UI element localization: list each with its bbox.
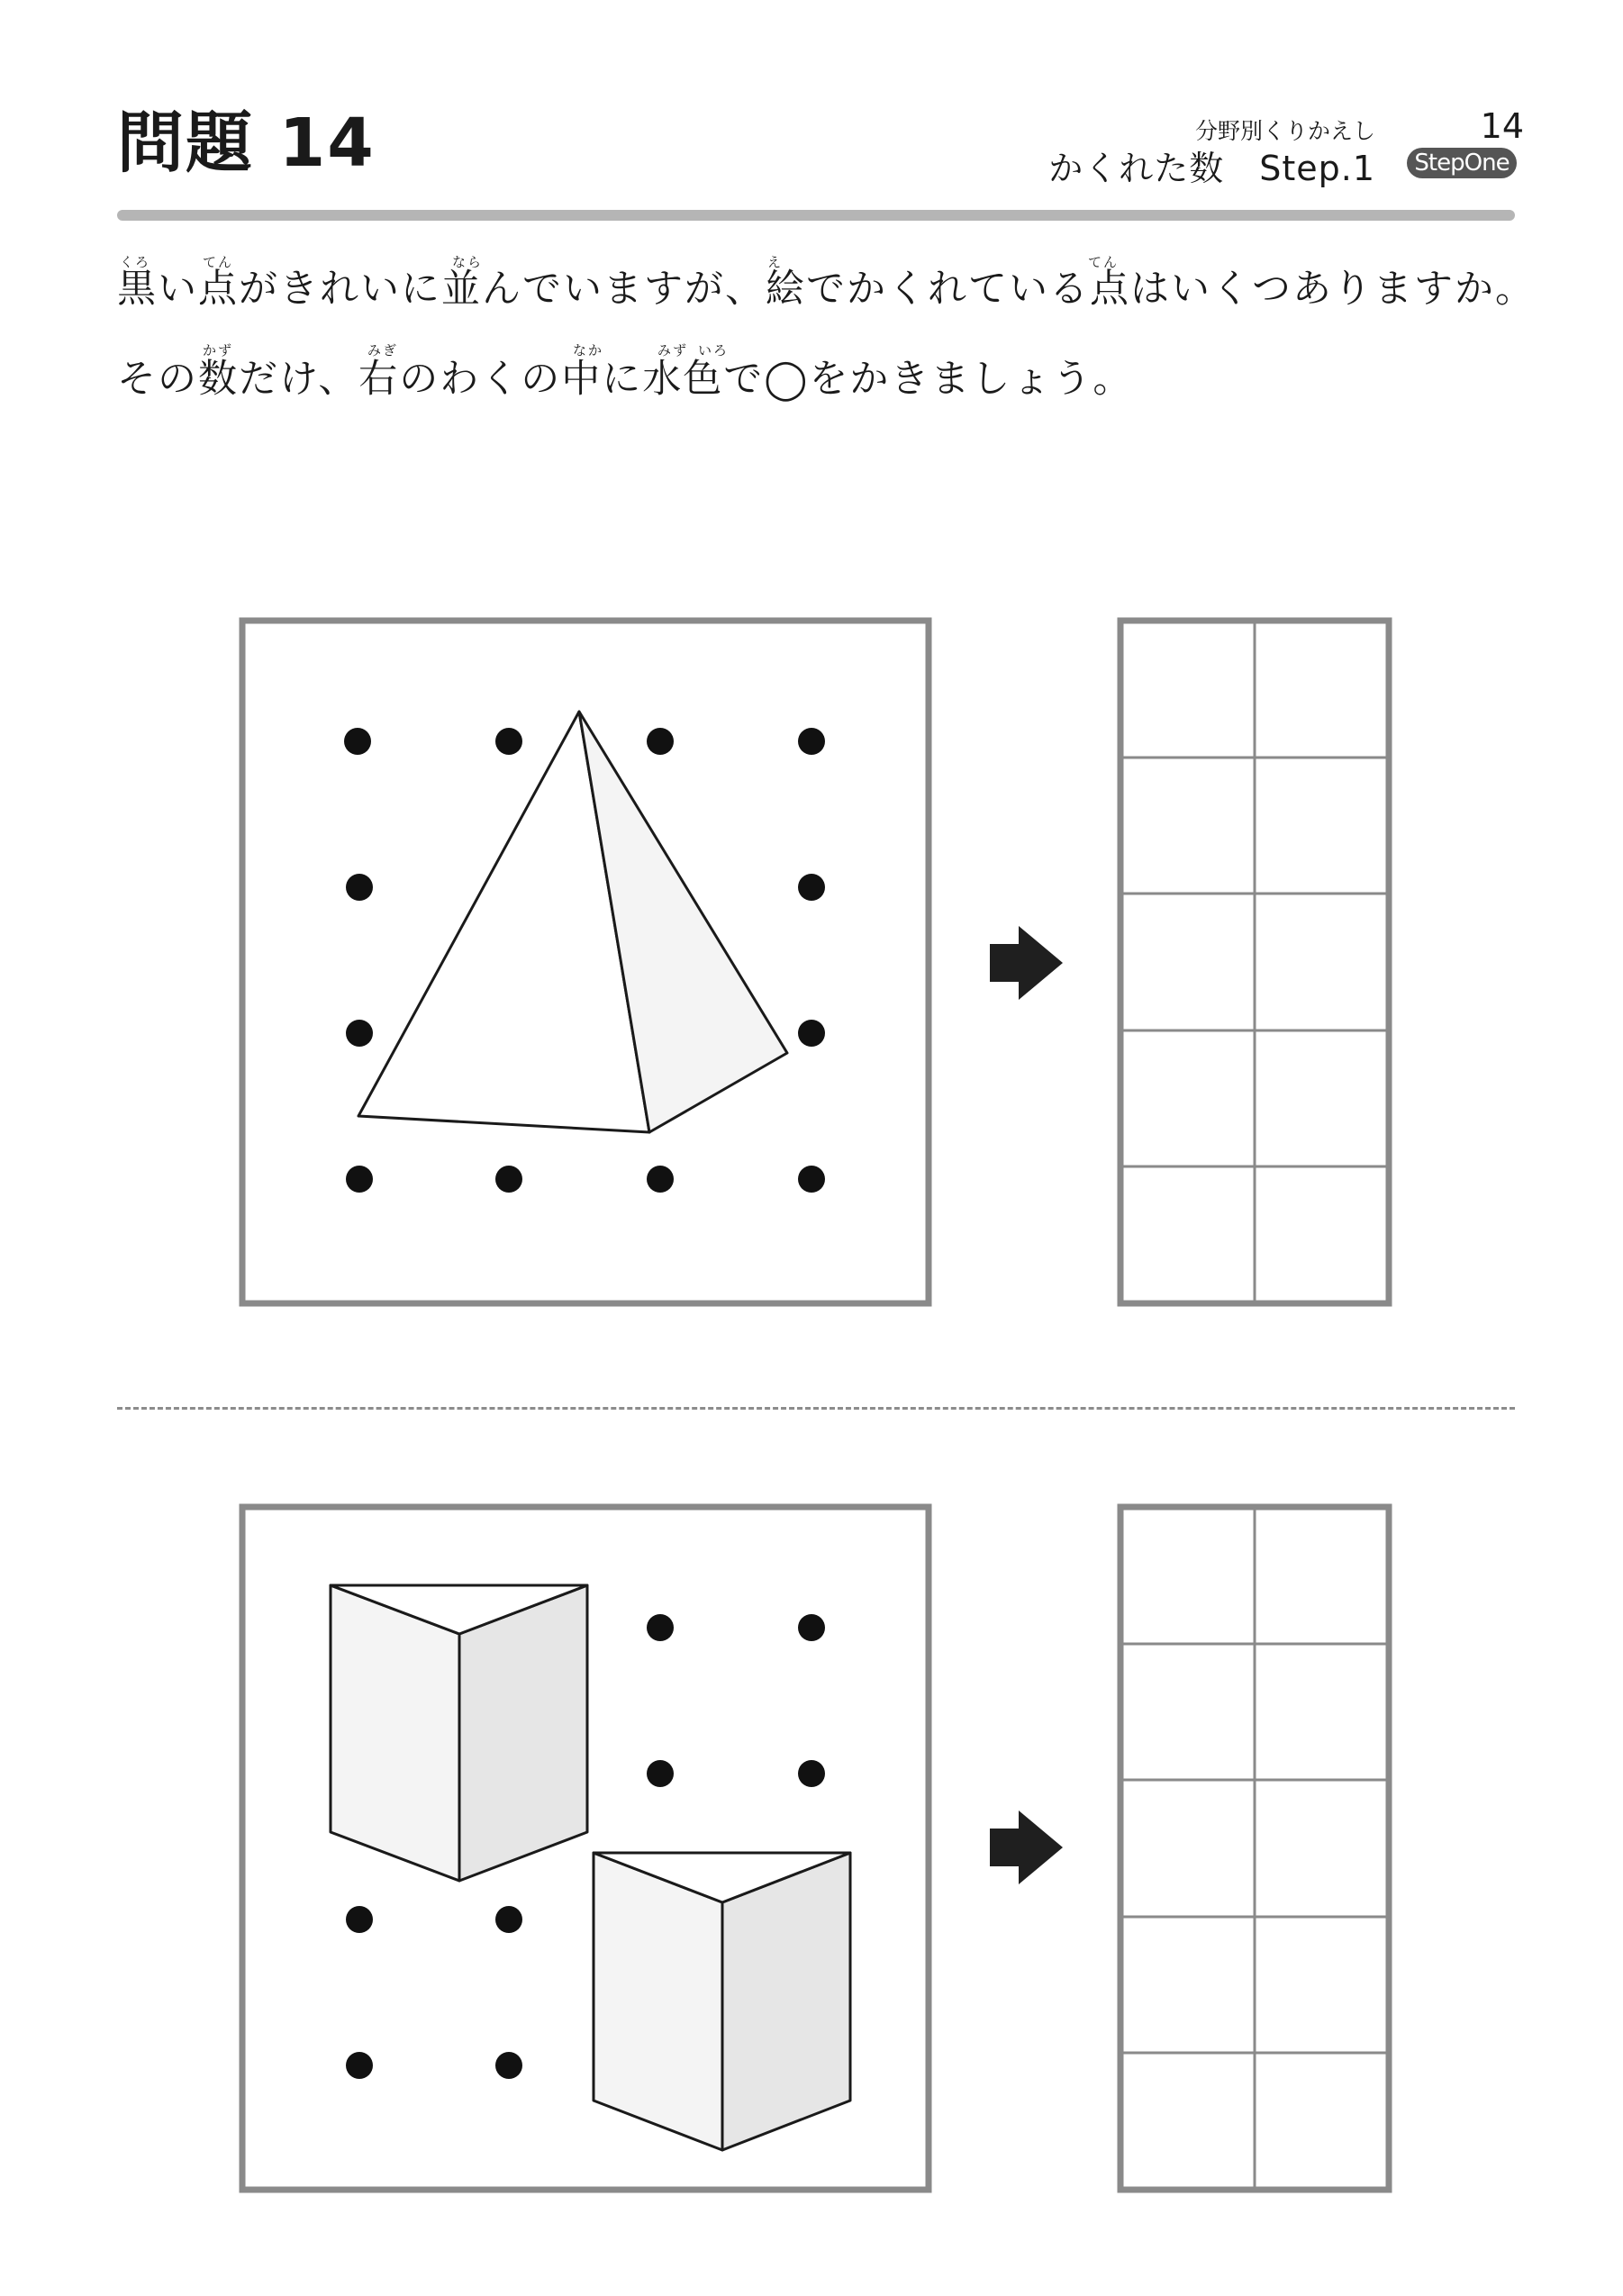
dot	[495, 728, 522, 755]
ruby-naka: なか	[573, 342, 604, 358]
dot	[647, 728, 674, 755]
ruby-ten: てん	[203, 254, 234, 270]
dot	[346, 1020, 373, 1047]
dot	[495, 1906, 522, 1933]
ruby-kazu: かず	[203, 342, 234, 358]
dot	[346, 1166, 373, 1193]
dot	[647, 1760, 674, 1787]
arrow-icon	[990, 926, 1063, 1000]
stepone-logo: StepOne	[1407, 148, 1517, 178]
section-divider	[117, 1407, 1515, 1410]
pyramid-shape	[358, 712, 787, 1132]
prism-shape-2	[594, 1853, 850, 2150]
ruby-iro: いろ	[698, 342, 730, 358]
ruby-e: え	[767, 254, 784, 270]
ruby-ten-2: てん	[1088, 254, 1120, 270]
dot	[346, 1906, 373, 1933]
ruby-mizu: みず	[657, 342, 689, 358]
dot	[647, 1166, 674, 1193]
dot	[346, 2052, 373, 2079]
dot	[344, 728, 371, 755]
category-label: 分野別くりかえし	[1194, 118, 1375, 144]
ruby-kuro: くろ	[120, 254, 151, 270]
dot	[798, 1614, 825, 1641]
problem-1-answer-grid	[1120, 621, 1389, 1303]
problem-2-answer-grid	[1120, 1507, 1389, 2190]
section-subtitle: かくれた数 Step.1	[1048, 149, 1375, 188]
prism-shape-1	[331, 1585, 587, 1881]
arrow-icon	[990, 1810, 1063, 1884]
dot	[495, 1166, 522, 1193]
dot	[798, 1760, 825, 1787]
instruction-line-1: 黒い点がきれいに並んでいますが、絵でかくれている点はいくつありますか。	[117, 267, 1536, 312]
page-number: 14	[1480, 106, 1524, 146]
dot	[798, 874, 825, 901]
dot	[647, 1614, 674, 1641]
page-title: 問題 14	[117, 104, 376, 182]
ruby-nara: なら	[452, 254, 484, 270]
dot	[798, 728, 825, 755]
dot	[346, 874, 373, 901]
instruction-line-2: その数だけ、右のわくの中に水色で◯をかきましょう。	[117, 357, 1134, 402]
dot	[495, 2052, 522, 2079]
dot	[798, 1020, 825, 1047]
ruby-migi: みぎ	[367, 342, 399, 358]
dot	[798, 1166, 825, 1193]
